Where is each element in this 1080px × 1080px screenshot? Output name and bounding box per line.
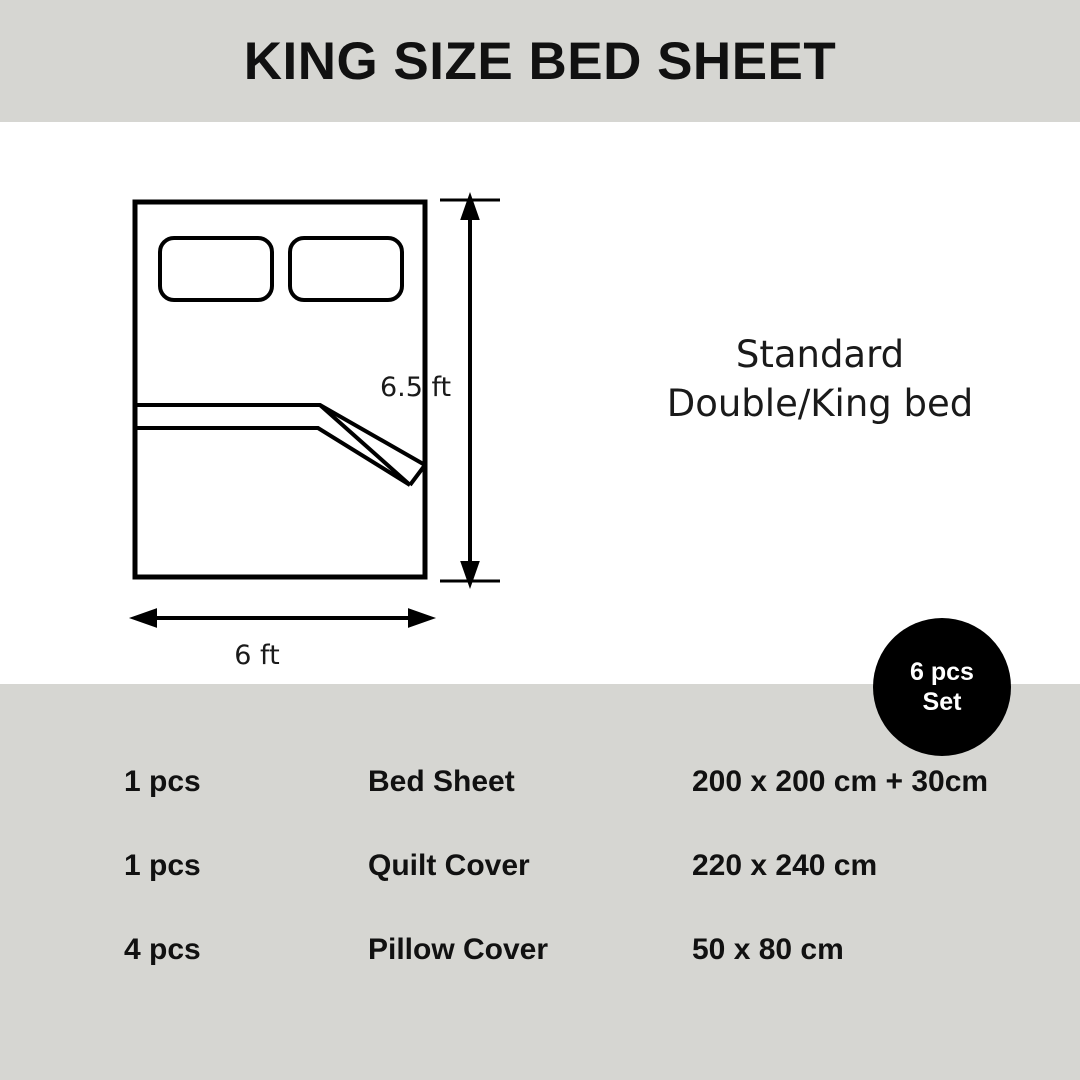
list-item: [0, 824, 1080, 908]
row-quantity: 1 pcs: [124, 765, 201, 798]
list-item: [0, 908, 1080, 992]
row-item-name: Quilt Cover: [368, 849, 530, 882]
bed-type-caption-line2: Double/King bed: [666, 382, 974, 426]
row-quantity: 4 pcs: [124, 933, 201, 966]
page-title: KING SIZE BED SHEET: [243, 31, 837, 91]
row-quantity: 1 pcs: [124, 849, 201, 882]
row-item-name: Bed Sheet: [368, 765, 515, 798]
bed-type-caption-line1: Standard: [735, 333, 905, 376]
width-dimension-label: 6 ft: [234, 640, 280, 671]
contents-list: [0, 740, 1080, 992]
bed-type-caption: [600, 330, 1040, 428]
row-size: 50 x 80 cm: [692, 933, 844, 966]
list-item: [0, 740, 1080, 824]
badge-line-1: 6 pcs: [910, 658, 974, 686]
row-size: 220 x 240 cm: [692, 849, 878, 882]
header-band: [0, 0, 1080, 122]
row-item-name: Pillow Cover: [368, 933, 549, 966]
badge-line-2: Set: [922, 688, 962, 716]
height-dimension-label: 6.5 ft: [380, 372, 452, 403]
set-count-badge: [873, 618, 1011, 756]
row-size: 200 x 200 cm + 30cm: [692, 765, 989, 798]
